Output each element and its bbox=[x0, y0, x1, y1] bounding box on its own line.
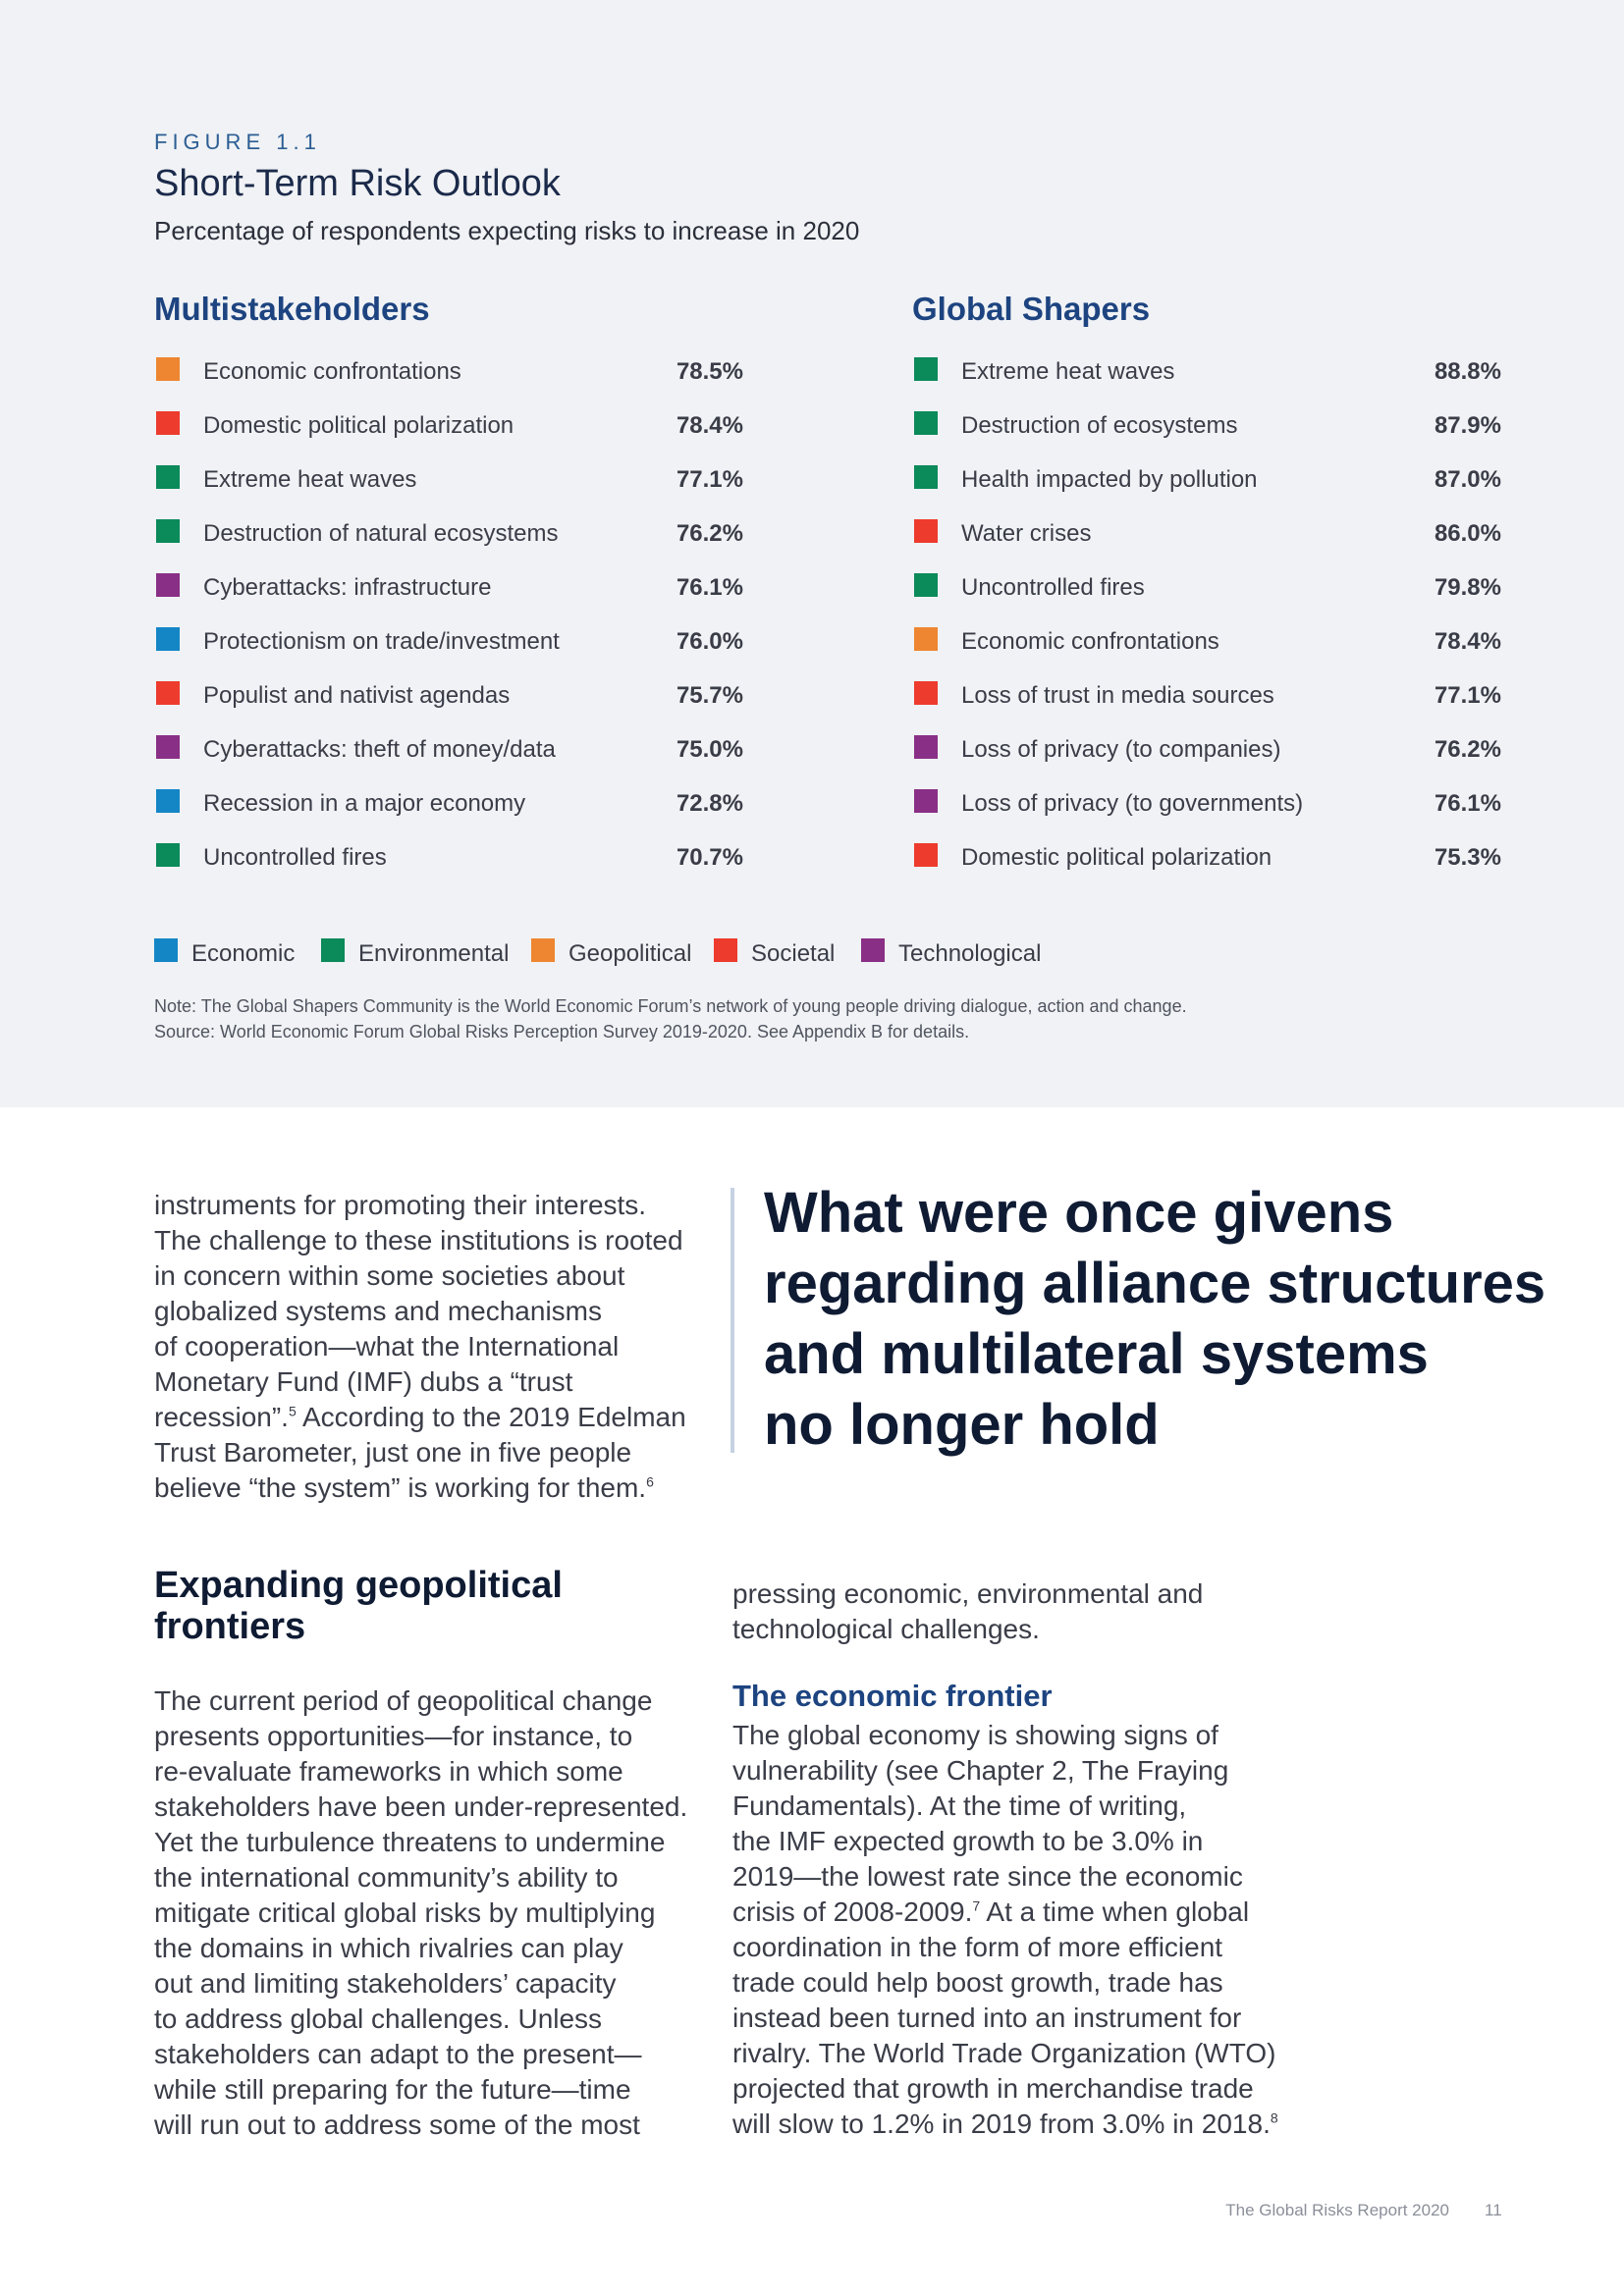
risk-name: Water crises bbox=[961, 520, 1092, 547]
risk-row bbox=[154, 677, 743, 731]
risk-row bbox=[912, 461, 1501, 515]
risk-name: Loss of privacy (to companies) bbox=[961, 736, 1281, 763]
category-swatch bbox=[914, 789, 938, 813]
pullquote-bar bbox=[731, 1188, 734, 1453]
risk-row bbox=[912, 407, 1501, 461]
category-swatch bbox=[914, 465, 938, 489]
text-line: while still preparing for the future—time bbox=[154, 2074, 631, 2105]
heading-line: frontiers bbox=[154, 1606, 306, 1647]
category-swatch bbox=[156, 843, 180, 867]
category-swatch bbox=[914, 735, 938, 759]
risk-value: 78.5% bbox=[676, 358, 743, 385]
text-line: the international community’s ability to bbox=[154, 1862, 619, 1893]
risk-row bbox=[154, 569, 743, 623]
footer-page-number: 11 bbox=[1485, 2201, 1502, 2219]
category-swatch bbox=[156, 789, 180, 813]
category-swatch bbox=[156, 627, 180, 651]
risk-name: Destruction of ecosystems bbox=[961, 412, 1238, 439]
text-line: Monetary Fund (IMF) dubs a “trust bbox=[154, 1366, 573, 1397]
risk-value: 76.2% bbox=[676, 520, 743, 547]
risk-value: 87.0% bbox=[1434, 466, 1501, 493]
text-line: 2019—the lowest rate since the economic bbox=[732, 1861, 1243, 1892]
text-line: vulnerability (see Chapter 2, The Fraying bbox=[732, 1755, 1229, 1786]
text-line: The global economy is showing signs of bbox=[732, 1720, 1218, 1750]
risk-value: 77.1% bbox=[1434, 682, 1501, 709]
category-swatch bbox=[156, 357, 180, 381]
text-line: mitigate critical global risks by multiplying bbox=[154, 1897, 656, 1928]
risk-row bbox=[912, 623, 1501, 677]
legend-swatch bbox=[321, 938, 345, 962]
footnote-ref: 5 bbox=[288, 1403, 297, 1419]
text-line: technological challenges. bbox=[732, 1614, 1040, 1644]
text-line: re-evaluate frameworks in which some bbox=[154, 1756, 623, 1787]
category-swatch bbox=[156, 465, 180, 489]
text-line: crisis of 2008-2009. bbox=[732, 1896, 973, 1927]
risk-name: Cyberattacks: theft of money/data bbox=[203, 736, 556, 763]
text-line: At a time when global bbox=[986, 1896, 1250, 1927]
text-line: will run out to address some of the most bbox=[154, 2109, 640, 2140]
text-line: stakeholders can adapt to the present— bbox=[154, 2039, 642, 2069]
economic-frontier-heading: The economic frontier bbox=[732, 1679, 1053, 1713]
risk-row bbox=[912, 785, 1501, 839]
figure-title: Short-Term Risk Outlook bbox=[154, 163, 561, 204]
right-column-intro bbox=[732, 1576, 1282, 1647]
risk-value: 75.7% bbox=[676, 682, 743, 709]
text-line: Trust Barometer, just one in five people bbox=[154, 1437, 632, 1468]
multistakeholders-title: Multistakeholders bbox=[154, 291, 430, 327]
risk-value: 88.8% bbox=[1434, 358, 1501, 385]
legend-swatch bbox=[861, 938, 885, 962]
risk-name: Domestic political polarization bbox=[961, 844, 1272, 871]
figure-note bbox=[154, 993, 1187, 1044]
text-line: The current period of geopolitical change bbox=[154, 1685, 653, 1716]
category-swatch bbox=[156, 411, 180, 435]
risk-value: 76.2% bbox=[1434, 736, 1501, 763]
risk-row bbox=[154, 515, 743, 569]
risk-value: 86.0% bbox=[1434, 520, 1501, 547]
text-line: the IMF expected growth to be 3.0% in bbox=[732, 1826, 1204, 1856]
risk-name: Health impacted by pollution bbox=[961, 466, 1258, 493]
text-line: will slow to 1.2% in 2019 from 3.0% in 2018. bbox=[732, 2109, 1271, 2139]
global-shapers-list bbox=[912, 353, 1501, 893]
legend-swatch bbox=[154, 938, 178, 962]
category-swatch bbox=[156, 681, 180, 705]
text-line: presents opportunities—for instance, to bbox=[154, 1721, 633, 1751]
risk-row bbox=[154, 623, 743, 677]
left-column-paragraph bbox=[154, 1683, 704, 2143]
legend-label: Technological bbox=[898, 940, 1042, 967]
risk-value: 70.7% bbox=[676, 844, 743, 871]
text-line: in concern within some societies about bbox=[154, 1260, 625, 1291]
text-line: of cooperation—what the International bbox=[154, 1331, 620, 1362]
risk-value: 76.0% bbox=[676, 628, 743, 655]
risk-row bbox=[154, 461, 743, 515]
text-line: According to the 2019 Edelman bbox=[301, 1402, 686, 1432]
text-line: coordination in the form of more efficient bbox=[732, 1932, 1223, 1962]
text-line: recession”. bbox=[154, 1402, 289, 1432]
text-line: out and limiting stakeholders’ capacity bbox=[154, 1968, 617, 1999]
footer-report-title: The Global Risks Report 2020 bbox=[1225, 2201, 1449, 2219]
category-swatch bbox=[914, 681, 938, 705]
legend-swatch bbox=[714, 938, 737, 962]
risk-value: 78.4% bbox=[676, 412, 743, 439]
category-swatch bbox=[914, 357, 938, 381]
legend-label: Geopolitical bbox=[568, 940, 692, 967]
text-line: stakeholders have been under-represented. bbox=[154, 1791, 688, 1822]
risk-value: 87.9% bbox=[1434, 412, 1501, 439]
pullquote-line: regarding alliance structures bbox=[764, 1252, 1546, 1315]
risk-value: 78.4% bbox=[1434, 628, 1501, 655]
risk-row bbox=[154, 353, 743, 407]
risk-name: Cyberattacks: infrastructure bbox=[203, 574, 492, 601]
category-swatch bbox=[156, 735, 180, 759]
risk-name: Uncontrolled fires bbox=[203, 844, 387, 871]
risk-row bbox=[154, 785, 743, 839]
category-swatch bbox=[914, 411, 938, 435]
footnote-ref: 6 bbox=[646, 1473, 654, 1490]
risk-value: 75.3% bbox=[1434, 844, 1501, 871]
category-swatch bbox=[914, 843, 938, 867]
pullquote-line: and multilateral systems bbox=[764, 1322, 1429, 1386]
risk-value: 77.1% bbox=[676, 466, 743, 493]
risk-row bbox=[154, 731, 743, 785]
global-shapers-title: Global Shapers bbox=[912, 291, 1151, 327]
multistakeholders-list bbox=[154, 353, 743, 893]
text-line: globalized systems and mechanisms bbox=[154, 1296, 602, 1326]
risk-row bbox=[912, 839, 1501, 893]
section-heading bbox=[154, 1565, 684, 1647]
pullquote-line: no longer hold bbox=[764, 1393, 1160, 1457]
text-line: The challenge to these institutions is rooted bbox=[154, 1225, 683, 1255]
text-line: to address global challenges. Unless bbox=[154, 2003, 603, 2034]
heading-line: Expanding geopolitical bbox=[154, 1565, 563, 1606]
risk-name: Loss of privacy (to governments) bbox=[961, 790, 1304, 817]
risk-value: 79.8% bbox=[1434, 574, 1501, 601]
category-swatch bbox=[156, 519, 180, 543]
risk-row bbox=[912, 353, 1501, 407]
category-swatch bbox=[156, 573, 180, 597]
figure-panel bbox=[0, 0, 1624, 1107]
risk-name: Protectionism on trade/investment bbox=[203, 628, 560, 655]
risk-row bbox=[154, 839, 743, 893]
category-swatch bbox=[914, 573, 938, 597]
risk-row bbox=[912, 515, 1501, 569]
legend-label: Societal bbox=[751, 940, 836, 967]
intro-paragraph bbox=[154, 1188, 704, 1506]
legend-label: Environmental bbox=[358, 940, 510, 967]
risk-name: Extreme heat waves bbox=[961, 358, 1175, 385]
text-line: instruments for promoting their interests. bbox=[154, 1190, 647, 1220]
risk-name: Economic confrontations bbox=[203, 358, 461, 385]
risk-name: Uncontrolled fires bbox=[961, 574, 1145, 601]
risk-value: 72.8% bbox=[676, 790, 743, 817]
text-line: projected that growth in merchandise trade bbox=[732, 2073, 1254, 2104]
text-line: believe “the system” is working for them. bbox=[154, 1472, 647, 1503]
risk-row bbox=[912, 569, 1501, 623]
legend-label: Economic bbox=[191, 940, 296, 967]
economic-frontier-paragraph bbox=[732, 1718, 1322, 2142]
risk-name: Economic confrontations bbox=[961, 628, 1219, 655]
risk-row bbox=[154, 407, 743, 461]
risk-name: Loss of trust in media sources bbox=[961, 682, 1274, 709]
category-swatch bbox=[914, 627, 938, 651]
risk-value: 76.1% bbox=[676, 574, 743, 601]
legend-swatch bbox=[531, 938, 555, 962]
risk-name: Domestic political polarization bbox=[203, 412, 514, 439]
risk-name: Populist and nativist agendas bbox=[203, 682, 511, 709]
risk-name: Destruction of natural ecosystems bbox=[203, 520, 559, 547]
note-text: Note: The Global Shapers Community is the World Economic Forum’s network of young people driving dialogue, action and change. bbox=[154, 996, 1187, 1016]
text-line: Fundamentals). At the time of writing, bbox=[732, 1790, 1187, 1821]
figure-subtitle: Percentage of respondents expecting risks to increase in 2020 bbox=[154, 216, 860, 245]
footnote-ref: 7 bbox=[972, 1897, 981, 1914]
text-line: Yet the turbulence threatens to undermine bbox=[154, 1827, 666, 1857]
category-swatch bbox=[914, 519, 938, 543]
pullquote-line: What were once givens bbox=[764, 1181, 1394, 1245]
risk-value: 75.0% bbox=[676, 736, 743, 763]
text-line: pressing economic, environmental and bbox=[732, 1578, 1204, 1609]
text-line: instead been turned into an instrument for bbox=[732, 2002, 1242, 2033]
text-line: the domains in which rivalries can play bbox=[154, 1933, 623, 1963]
pullquote bbox=[764, 1178, 1549, 1461]
risk-value: 76.1% bbox=[1434, 790, 1501, 817]
risk-name: Extreme heat waves bbox=[203, 466, 417, 493]
source-text: Source: World Economic Forum Global Risks Perception Survey 2019-2020. See Appendix B for details. bbox=[154, 1022, 970, 1041]
figure-label: FIGURE 1.1 bbox=[154, 130, 321, 154]
risk-name: Recession in a major economy bbox=[203, 790, 526, 817]
risk-row bbox=[912, 677, 1501, 731]
text-line: rivalry. The World Trade Organization (WTO) bbox=[732, 2038, 1276, 2068]
text-line: trade could help boost growth, trade has bbox=[732, 1967, 1223, 1998]
risk-row bbox=[912, 731, 1501, 785]
footnote-ref: 8 bbox=[1270, 2109, 1278, 2126]
